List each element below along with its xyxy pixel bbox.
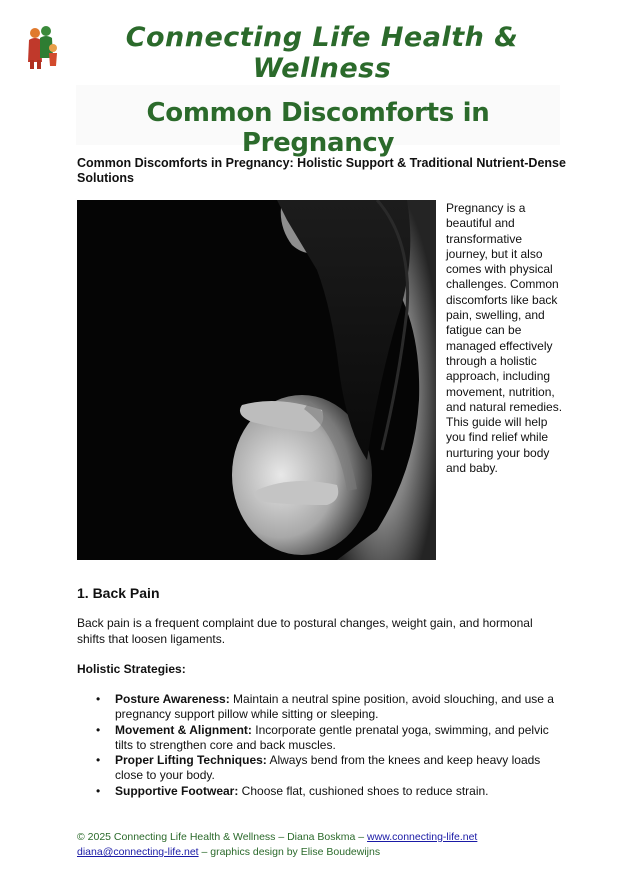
intro-paragraph: Pregnancy is a beautiful and transformative journey, but it also comes with physical challenges. Common discomforts like back pain, swelling, and fatigue can be managed effectively through a holistic approach, including movement, nutrition, and natural remedies. This guide will help you find relief while nurturing your body and baby.: [446, 201, 563, 476]
list-item: [77, 723, 561, 754]
document-subtitle: Common Discomforts in Pregnancy: Holistic Support & Traditional Nutrient-Dense Solutions: [77, 156, 566, 185]
list-item-term: Supportive Footwear:: [115, 783, 239, 798]
list-item-term: Movement & Alignment:: [115, 722, 252, 737]
bullet-icon: •: [96, 722, 101, 737]
section-heading-back-pain: 1. Back Pain: [77, 585, 160, 601]
page-title: Common Discomforts in Pregnancy: [146, 98, 490, 158]
footer-credits: – graphics design by Elise Boudewijns: [198, 846, 381, 858]
list-item-text: Maintain a neutral spine position, avoid slouching, and use a pregnancy support pillow while sitting or sleeping.: [115, 692, 554, 722]
list-item: [77, 784, 561, 799]
logo-icon: [22, 24, 62, 70]
list-item-text: Incorporate gentle prenatal yoga, swimming, and pelvic tilts to strengthen core and back muscles.: [115, 722, 549, 752]
section-paragraph: Back pain is a frequent complaint due to postural changes, weight gain, and hormonal shifts that loosen ligaments.: [77, 616, 533, 646]
footer-copyright: © 2025 Connecting Life Health & Wellness – Diana Boskma –: [77, 831, 368, 843]
email-link[interactable]: diana@connecting-life.net: [77, 846, 199, 858]
bullet-icon: •: [96, 692, 101, 706]
list-item: [77, 753, 561, 784]
list-item: [77, 692, 561, 723]
strategies-list: [77, 692, 561, 799]
footer: [77, 830, 577, 860]
list-item-text: Choose flat, cushioned shoes to reduce strain.: [238, 783, 489, 798]
pregnancy-photo: [77, 200, 436, 560]
strategies-label: Holistic Strategies:: [77, 662, 186, 676]
list-item-text: Always bend from the knees and keep heavy loads close to your body.: [115, 753, 541, 783]
website-link[interactable]: www.connecting-life.net: [367, 831, 478, 843]
list-item-term: Posture Awareness:: [115, 692, 230, 706]
bullet-icon: •: [96, 753, 101, 768]
list-item-term: Proper Lifting Techniques:: [115, 753, 267, 768]
brand-name: Connecting Life Health & Wellness: [125, 22, 519, 84]
bullet-icon: •: [96, 783, 101, 798]
